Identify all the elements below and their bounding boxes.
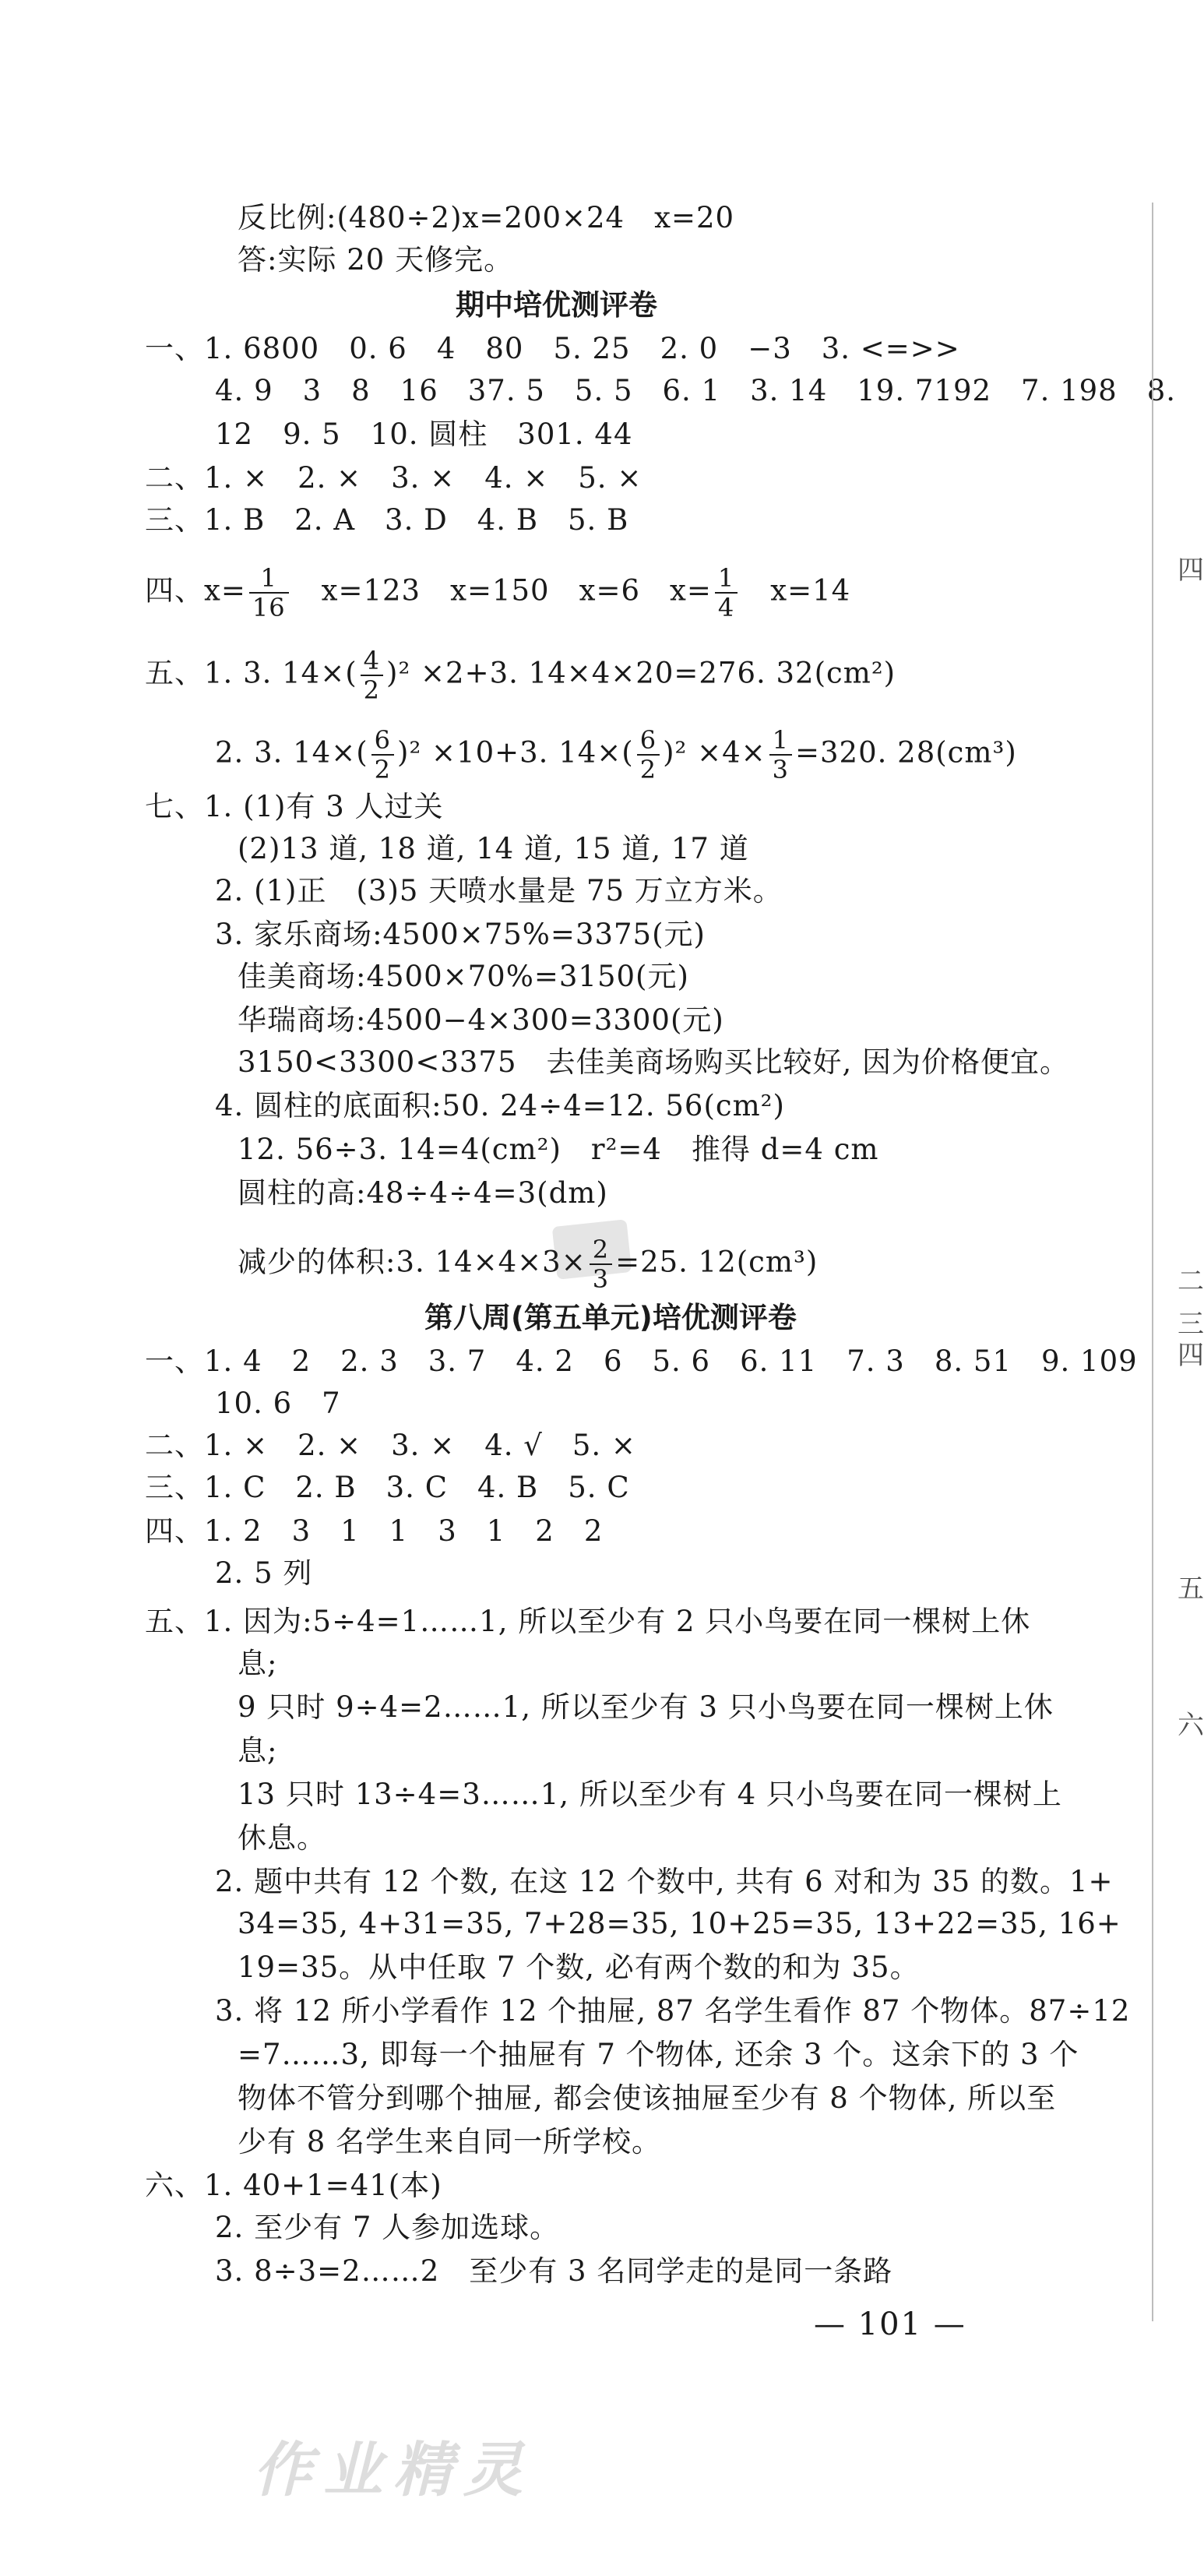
edge-mark: 六	[1178, 1710, 1204, 1741]
edge-mark: 四	[1178, 1340, 1204, 1371]
answer-line: 10. 6 7	[215, 1387, 341, 1420]
section-title-midterm: 期中培优测评卷	[456, 288, 657, 322]
fraction	[590, 1235, 612, 1293]
answer-line: 2. 题中共有 12 个数, 在这 12 个数中, 共有 6 对和为 35 的数。1+	[215, 1865, 1114, 1898]
answer-line: 19=35。从中任取 7 个数, 必有两个数的和为 35。	[238, 1951, 920, 1984]
edge-mark: 五	[1178, 1573, 1204, 1605]
answer-line: 2. 至少有 7 人参加选球。	[215, 2211, 560, 2244]
answer-line: 12. 56÷3. 14=4(cm²) r²=4 推得 d=4 cm	[238, 1133, 879, 1166]
edge-mark: 二	[1178, 1266, 1204, 1297]
answer-line: 3. 家乐商场:4500×75%=3375(元)	[215, 918, 706, 951]
answer-line: (2)13 道, 18 道, 14 道, 15 道, 17 道	[238, 832, 749, 865]
answer-line: 佳美商场:4500×70%=3150(元)	[238, 960, 689, 993]
answer-line: =7……3, 即每一个抽屉有 7 个物体, 还余 3 个。这余下的 3 个	[238, 2038, 1079, 2071]
fraction	[715, 564, 738, 622]
answer-line: 七、1. (1)有 3 人过关	[145, 790, 444, 823]
text-segment: 减少的体积:3. 14×4×3×	[238, 1245, 586, 1279]
column-divider	[1152, 203, 1153, 2321]
answer-line: 圆柱的高:48÷4÷4=3(dm)	[238, 1176, 608, 1210]
answer-line-cylinder-volume	[215, 726, 1017, 784]
text-segment: )² ×4×	[663, 735, 766, 770]
fraction-denominator: 2	[363, 675, 381, 705]
text-segment: 四、x=	[145, 573, 246, 608]
answer-line: 2. (1)正 (3)5 天喷水量是 75 万立方米。	[215, 874, 783, 907]
watermark-logo: 作业精灵	[253, 2435, 533, 2504]
fraction-denominator: 3	[772, 755, 790, 784]
answer-line: 3. 8÷3=2……2 至少有 3 名同学走的是同一条路	[215, 2254, 893, 2288]
fraction-numerator: 1	[249, 564, 289, 594]
answer-line: 五、1. 因为:5÷4=1……1, 所以至少有 2 只小鸟要在同一棵树上休	[145, 1605, 1031, 1638]
fraction-numerator: 1	[715, 564, 738, 594]
text-segment: =320. 28(cm³)	[795, 735, 1017, 770]
fraction-numerator: 2	[590, 1235, 612, 1265]
answer-line: 少有 8 名学生来自同一所学校。	[238, 2125, 662, 2158]
fraction	[371, 726, 394, 784]
fraction	[769, 726, 792, 784]
answer-line: 答:实际 20 天修完。	[238, 243, 514, 277]
text-segment: 2. 3. 14×(	[215, 735, 368, 770]
fraction-numerator: 6	[637, 726, 660, 756]
edge-mark: 三	[1178, 1309, 1204, 1340]
fraction-numerator: 1	[769, 726, 792, 756]
answer-line: 12 9. 5 10. 圆柱 301. 44	[215, 418, 633, 451]
answer-line: 2. 5 列	[215, 1556, 313, 1590]
text-segment: 五、1. 3. 14×(	[145, 656, 357, 690]
answer-line: 9 只时 9÷4=2……1, 所以至少有 3 只小鸟要在同一棵树上休	[238, 1690, 1054, 1724]
answer-line: 二、1. × 2. × 3. × 4. √ 5. ×	[145, 1429, 636, 1462]
section-title-week8: 第八周(第五单元)培优测评卷	[424, 1301, 797, 1334]
fraction-denominator: 4	[717, 593, 735, 622]
answer-line: 4. 9 3 8 16 37. 5 5. 5 6. 1 3. 14 19. 7192 7. 198 8.	[215, 374, 1177, 407]
fraction-denominator: 2	[374, 755, 392, 784]
answer-line: 13 只时 13÷4=3……1, 所以至少有 4 只小鸟要在同一棵树上	[238, 1778, 1062, 1811]
answer-line: 4. 圆柱的底面积:50. 24÷4=12. 56(cm²)	[215, 1089, 785, 1122]
answer-line: 休息。	[238, 1821, 326, 1855]
edge-mark: 四	[1178, 555, 1204, 586]
fraction	[249, 564, 289, 622]
text-segment: x=14	[741, 573, 851, 608]
answer-line-cylinder-area	[145, 647, 896, 704]
answer-line: 华瑞商场:4500−4×300=3300(元)	[238, 1003, 724, 1037]
answer-line: 三、1. C 2. B 3. C 4. B 5. C	[145, 1471, 630, 1504]
answer-line: 四、1. 2 3 1 1 3 1 2 2	[145, 1514, 604, 1548]
answer-line: 三、1. B 2. A 3. D 4. B 5. B	[145, 503, 629, 537]
fraction-numerator: 6	[371, 726, 394, 756]
answer-line: 物体不管分到哪个抽屉, 都会使该抽屉至少有 8 个物体, 所以至	[238, 2081, 1057, 2115]
answer-line: 一、1. 6800 0. 6 4 80 5. 25 2. 0 −3 3. <=>>	[145, 332, 960, 365]
answer-line: 反比例:(480÷2)x=200×24 x=20	[238, 201, 735, 234]
fraction-denominator: 16	[252, 593, 286, 622]
answer-line: 34=35, 4+31=35, 7+28=35, 10+25=35, 13+22=35, 16+	[238, 1907, 1121, 1940]
answer-line: 二、1. × 2. × 3. × 4. × 5. ×	[145, 461, 642, 495]
fraction-numerator: 4	[361, 647, 383, 676]
answer-line: 息;	[238, 1734, 278, 1767]
fraction-denominator: 2	[639, 755, 657, 784]
answer-line: 一、1. 4 2 2. 3 3. 7 4. 2 6 5. 6 6. 11 7. 3 8. 51 9. 109	[145, 1344, 1138, 1378]
answer-line-reduced-volume	[238, 1235, 818, 1293]
text-segment: )² ×2+3. 14×4×20=276. 32(cm²)	[386, 656, 896, 690]
page-number: — 101 —	[814, 2306, 966, 2342]
answer-line: 六、1. 40+1=41(本)	[145, 2169, 442, 2202]
answer-line: 3150<3300<3375 去佳美商场购买比较好, 因为价格便宜。	[238, 1045, 1070, 1079]
text-segment: =25. 12(cm³)	[615, 1245, 819, 1279]
fraction	[637, 726, 660, 784]
text-segment: x=123 x=150 x=6 x=	[291, 573, 712, 608]
answer-line: 3. 将 12 所小学看作 12 个抽屉, 87 名学生看作 87 个物体。87÷12	[215, 1994, 1131, 2028]
answer-line-equations	[145, 564, 850, 622]
answer-line: 息;	[238, 1647, 278, 1680]
fraction-denominator: 3	[592, 1264, 610, 1294]
fraction	[361, 647, 383, 704]
text-segment: )² ×10+3. 14×(	[397, 735, 634, 770]
